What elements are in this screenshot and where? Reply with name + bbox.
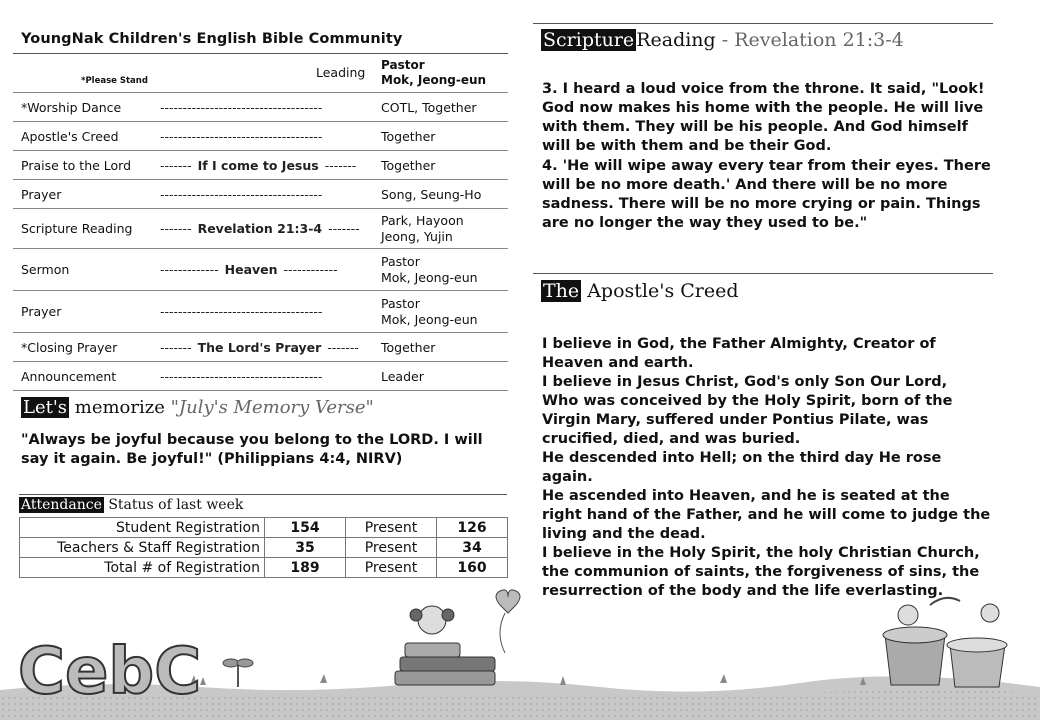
- order-detail: ------------------------------------: [160, 187, 323, 202]
- registration-count: 35: [265, 538, 346, 558]
- order-row: [13, 122, 508, 151]
- divider: [19, 494, 507, 495]
- scripture-verse-3: 3. I heard a loud voice from the throne. It said, "Look! God now makes his home with the people. He will live with them. They will be his people. And God himself will be with them and be their God.: [542, 81, 985, 154]
- scripture-heading: Scripture Reading - Revelation 21:3-4: [543, 29, 904, 51]
- present-label: Present: [346, 558, 437, 578]
- leading-label: Leading: [316, 65, 366, 80]
- order-item: Prayer: [21, 187, 62, 202]
- registration-count: 189: [265, 558, 346, 578]
- attendance-label: Student Registration: [20, 518, 265, 538]
- registration-count: 154: [265, 518, 346, 538]
- order-header-row: [13, 53, 508, 93]
- order-row: [13, 291, 508, 333]
- order-row: [13, 151, 508, 180]
- memory-verse: "Always be joyful because you belong to the LORD. I will say it again. Be joyful!" (Philippians 4:4, NIRV): [21, 432, 483, 467]
- creed-line: I believe in the Holy Spirit, the holy Christian Church, the communion of saints, the forgiveness of sins, the resurrection of the body and the life everlasting.: [542, 545, 980, 599]
- present-count: 126: [437, 518, 508, 538]
- order-leader: Pastor Mok, Jeong-eun: [381, 254, 478, 285]
- order-detail: ------- If I come to Jesus -------: [160, 158, 357, 173]
- order-leader: Song, Seung-Ho: [381, 187, 482, 202]
- attendance-label: Total # of Registration: [20, 558, 265, 578]
- creed-line: He ascended into Heaven, and he is seated at the right hand of the Father, and he will come to judge the living and the dead.: [542, 488, 991, 542]
- order-leader: Together: [381, 158, 436, 173]
- order-row: [13, 249, 508, 291]
- attendance-row: [20, 518, 508, 538]
- order-leader: Together: [381, 340, 436, 355]
- creed-line: Who was conceived by the Holy Spirit, born of the Virgin Mary, suffered under Pontius Pilate, was crucified, died, and was buried.: [542, 393, 953, 447]
- attendance-table: [19, 517, 508, 578]
- order-leader: Together: [381, 129, 436, 144]
- order-item: Announcement: [21, 369, 117, 384]
- please-stand-note: *Please Stand: [81, 76, 148, 86]
- creed-line: I believe in God, the Father Almighty, Creator of Heaven and earth.: [542, 336, 936, 371]
- logo-text: CebC: [18, 635, 202, 709]
- order-detail: ------------------------------------: [160, 304, 323, 319]
- order-detail: ------- The Lord's Prayer -------: [160, 340, 359, 355]
- attendance-heading: Attendance Status of last week: [21, 497, 244, 513]
- order-item: Apostle's Creed: [21, 129, 119, 144]
- order-detail: ------------------------------------: [160, 369, 323, 384]
- attendance-label: Teachers & Staff Registration: [20, 538, 265, 558]
- scripture-verse-4: 4. 'He will wipe away every tear from their eyes. There will be no more death.' And there will be no more sadness. There will be no more crying or pain. Things are no longer the way they used to be.": [542, 158, 991, 231]
- present-count: 160: [437, 558, 508, 578]
- order-detail: ------------- Heaven ------------: [160, 262, 338, 277]
- order-detail: ------------------------------------: [160, 100, 323, 115]
- bulletin-title: YoungNak Children's English Bible Community: [21, 31, 403, 47]
- divider: [533, 23, 993, 24]
- order-item: Praise to the Lord: [21, 158, 132, 173]
- divider: [533, 273, 993, 274]
- order-of-worship-table: [13, 53, 508, 391]
- order-row: [13, 93, 508, 122]
- creed-text: [542, 335, 992, 601]
- order-row: [13, 333, 508, 362]
- order-item: *Closing Prayer: [21, 340, 118, 355]
- order-detail: ------------------------------------: [160, 129, 323, 144]
- order-item: Sermon: [21, 262, 70, 277]
- order-item: Prayer: [21, 304, 62, 319]
- creed-heading: The Apostle's Creed: [543, 280, 739, 302]
- order-item: *Worship Dance: [21, 100, 122, 115]
- order-leader: Park, Hayoon Jeong, Yujin: [381, 213, 464, 244]
- decorative-illustration: [0, 575, 1040, 720]
- present-count: 34: [437, 538, 508, 558]
- order-leader: COTL, Together: [381, 100, 477, 115]
- order-row: [13, 180, 508, 209]
- order-leader: Leader: [381, 369, 424, 384]
- order-row: [13, 362, 508, 391]
- creed-line: I believe in Jesus Christ, God's only Son Our Lord,: [542, 374, 948, 390]
- attendance-row: [20, 538, 508, 558]
- order-detail: ------- Revelation 21:3-4 -------: [160, 221, 360, 236]
- order-row: [13, 209, 508, 249]
- memory-heading: Let's memorize "July's Memory Verse": [23, 397, 374, 418]
- present-label: Present: [346, 518, 437, 538]
- present-label: Present: [346, 538, 437, 558]
- creed-line: He descended into Hell; on the third day He rose again.: [542, 450, 942, 485]
- order-leader: Pastor Mok, Jeong-eun: [381, 296, 478, 327]
- order-item: Scripture Reading: [21, 221, 133, 236]
- header-pastor: Pastor Mok, Jeong-eun: [381, 58, 487, 87]
